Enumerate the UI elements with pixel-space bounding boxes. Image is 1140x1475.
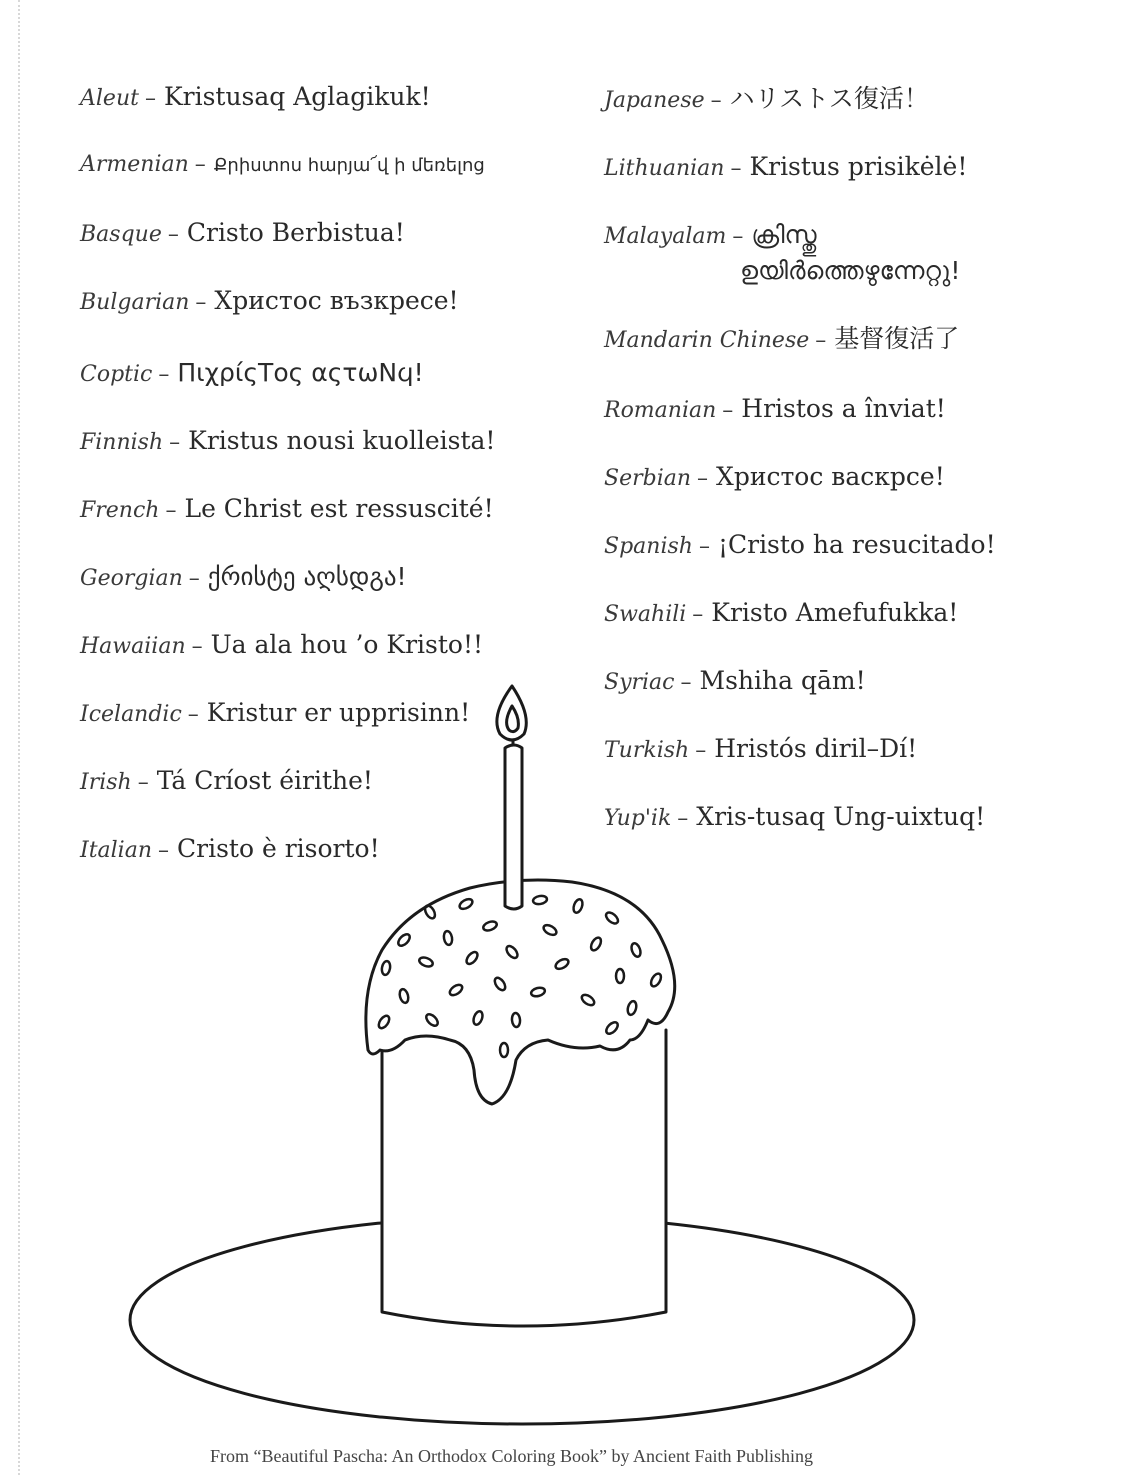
greeting-phrase: ハリストス復活！	[729, 84, 929, 113]
language-label: Coptic	[80, 362, 153, 387]
greeting-phrase: Le Christ est ressuscité!	[184, 494, 494, 523]
separator: –	[167, 222, 179, 247]
greeting-phrase: ΠιχρίςΤος αςτωΝϥ!	[177, 358, 424, 387]
language-label: Bulgarian	[80, 290, 190, 315]
language-label: Mandarin Chinese	[604, 328, 810, 353]
separator: –	[698, 534, 710, 559]
separator: –	[158, 838, 170, 863]
separator: –	[144, 86, 156, 111]
greeting-phrase: Kristur er upprisinn!	[206, 698, 471, 727]
greeting-phrase: Tá Críost éirithe!	[156, 766, 373, 795]
greeting-phrase: ¡Cristo ha resucitado!	[717, 530, 996, 559]
language-label: Spanish	[604, 534, 693, 559]
candle	[505, 745, 522, 909]
language-label: Armenian	[80, 152, 189, 177]
greeting-phrase: Mshiha qām!	[699, 666, 866, 695]
separator: –	[169, 430, 181, 455]
greeting-phrase: Hristos a înviat!	[741, 394, 946, 423]
language-label: Basque	[80, 222, 162, 247]
greeting-phrase: Hristós diril–Dí!	[714, 734, 918, 763]
greeting-phrase-continued: ഉയിർത്തെഴുന്നേറ്റു!	[740, 256, 961, 285]
cake-body	[382, 1030, 666, 1326]
source-credit: From “Beautiful Pascha: An Orthodox Coloring Book” by Ancient Faith Publishing	[210, 1446, 813, 1466]
greeting-phrase: Kristo Amefufukka!	[711, 598, 959, 627]
language-label: Lithuanian	[604, 156, 725, 181]
language-label: Syriac	[604, 670, 675, 695]
greeting-phrase: Kristusaq Aglagikuk!	[163, 82, 431, 111]
language-label: Irish	[80, 770, 132, 795]
separator: –	[815, 328, 827, 353]
separator: –	[710, 88, 722, 113]
language-label: Japanese	[604, 88, 705, 113]
greeting-phrase: Xris-tusaq Ung-uixtuq!	[696, 802, 986, 831]
separator: –	[732, 224, 744, 249]
language-label: Georgian	[80, 566, 183, 591]
separator: –	[695, 738, 707, 763]
language-label: Turkish	[604, 738, 690, 763]
separator: –	[677, 806, 689, 831]
language-label: Swahili	[604, 602, 687, 627]
separator: –	[187, 702, 199, 727]
greeting-phrase: Cristo è risorto!	[177, 834, 380, 863]
separator: –	[158, 362, 170, 387]
separator: –	[194, 152, 206, 177]
separator: –	[730, 156, 742, 181]
greeting-phrase: Քրիստոս հարյա՜վ ի մեռելոց	[213, 155, 485, 176]
language-label: Serbian	[604, 466, 692, 491]
language-label: Yup'ik	[604, 806, 672, 831]
separator: –	[697, 466, 709, 491]
separator: –	[722, 398, 734, 423]
separator: –	[692, 602, 704, 627]
language-label: Aleut	[80, 86, 139, 111]
language-label: Romanian	[604, 398, 717, 423]
greeting-phrase: Kristus prisikėlė!	[749, 152, 968, 181]
language-label: Hawaiian	[80, 634, 186, 659]
greeting-phrase: Христос възкресе!	[214, 286, 459, 315]
language-label: Malayalam	[604, 224, 727, 249]
language-label: French	[80, 498, 160, 523]
language-label: Italian	[80, 838, 153, 863]
separator: –	[680, 670, 692, 695]
greeting-phrase: ქრისტე აღსდგა!	[207, 562, 407, 591]
greeting-phrase: 基督復活了	[834, 324, 960, 353]
greeting-phrase: Ua ala hou ’o Kristo!!	[210, 630, 484, 659]
greeting-phrase: ക്രിസ്തു	[751, 220, 817, 249]
separator: –	[191, 634, 203, 659]
greeting-phrase: Христос васкрсе!	[716, 462, 945, 491]
separator: –	[165, 498, 177, 523]
separator: –	[195, 290, 207, 315]
greeting-phrase: Cristo Berbistua!	[186, 218, 405, 247]
language-label: Finnish	[80, 430, 164, 455]
greeting-phrase: Kristus nousi kuolleista!	[188, 426, 496, 455]
separator: –	[137, 770, 149, 795]
language-label: Icelandic	[80, 702, 182, 727]
separator: –	[188, 566, 200, 591]
